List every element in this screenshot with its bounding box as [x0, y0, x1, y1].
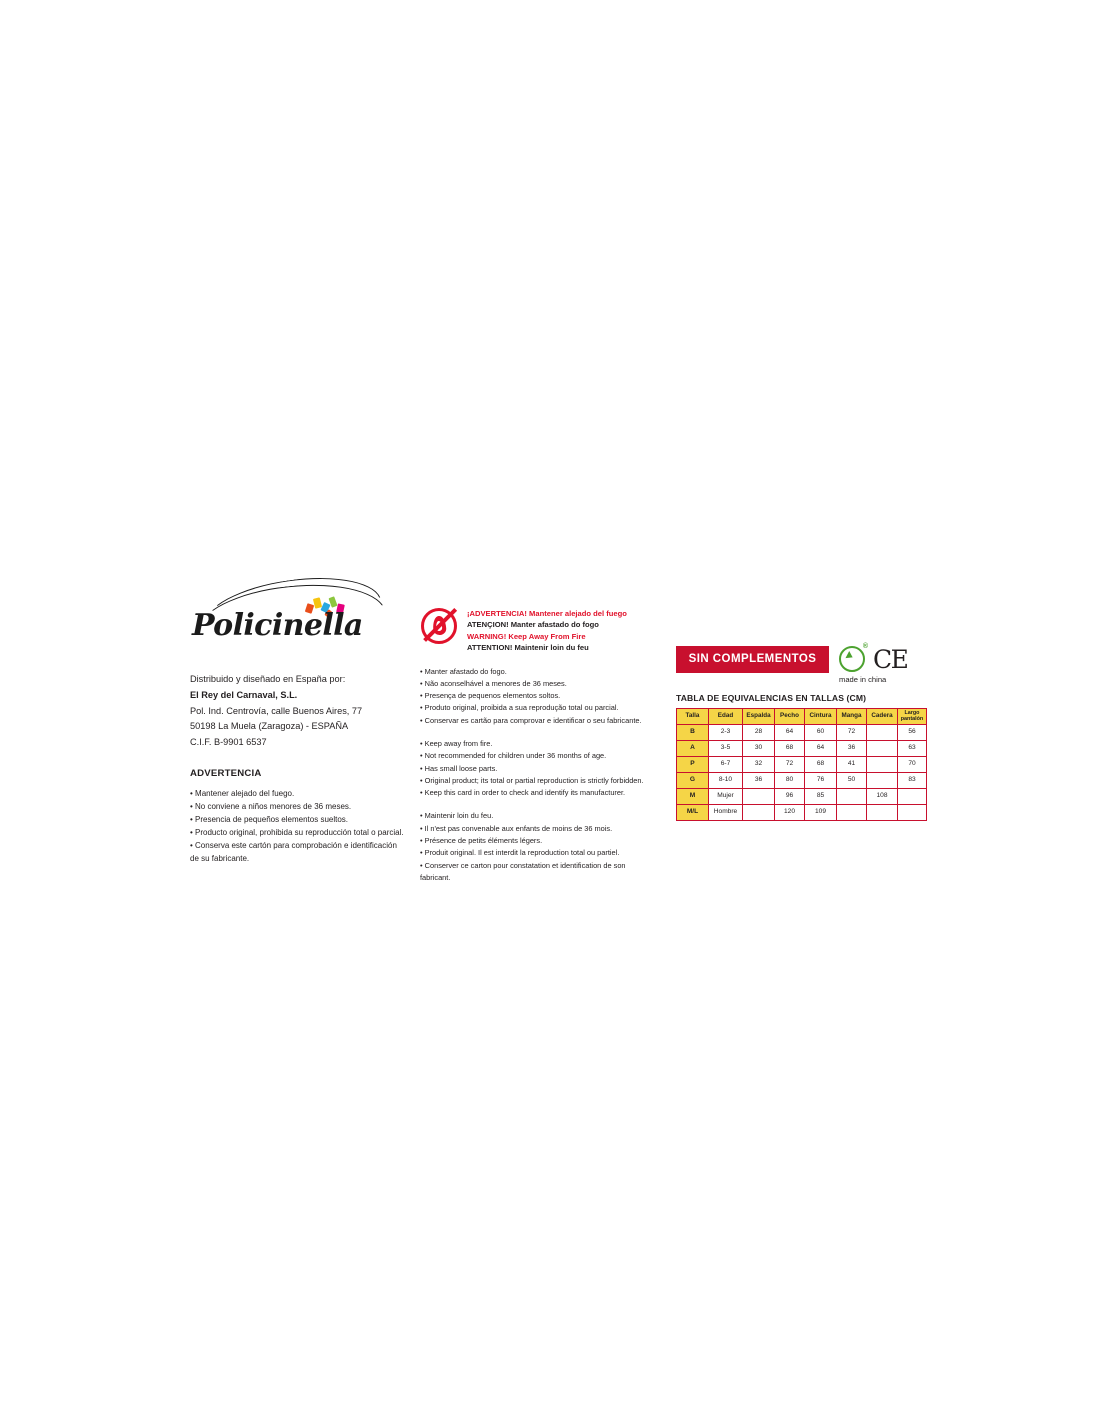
cell-size: A — [677, 741, 709, 757]
col-header: Edad — [709, 709, 743, 725]
cell: 32 — [743, 757, 775, 773]
table-row — [677, 773, 927, 789]
cell: 60 — [805, 725, 837, 741]
bullet: • Présence de petits éléments légers. — [420, 835, 543, 845]
cell — [867, 725, 898, 741]
col-header: Manga — [837, 709, 867, 725]
cell: 6-7 — [709, 757, 743, 773]
bullets-fr — [420, 810, 670, 884]
green-dot-recycle-icon: ® — [839, 645, 867, 673]
warning-line-en: WARNING! Keep Away From Fire — [467, 631, 586, 641]
cell: 41 — [837, 757, 867, 773]
table-row — [677, 805, 927, 821]
cell — [898, 805, 927, 821]
cell: 64 — [775, 725, 805, 741]
cell — [867, 741, 898, 757]
cell — [867, 773, 898, 789]
cell: 108 — [867, 789, 898, 805]
company-name: El Rey del Carnaval, S.L. — [190, 689, 298, 700]
col-header: Largo pantalón — [900, 709, 924, 722]
bullet: de su fabricante. — [190, 853, 250, 863]
bullet: • Keep away from fire. — [420, 738, 493, 748]
bullet: • Keep this card in order to check and identify its manufacturer. — [420, 788, 626, 798]
col-header: Cadera — [867, 709, 898, 725]
bullet: • Conserver ce carton pour constatation et identification de son — [420, 860, 626, 870]
bullet: • Has small loose parts. — [420, 763, 498, 773]
cell: 56 — [898, 725, 927, 741]
table-row — [677, 725, 927, 741]
cell — [867, 805, 898, 821]
cell: 96 — [775, 789, 805, 805]
cell: 8-10 — [709, 773, 743, 789]
cif-number: C.I.F. B-9901 6537 — [190, 737, 267, 748]
bullets-en — [420, 738, 670, 799]
no-fire-icon — [420, 607, 460, 647]
bullet: • Produto original, proibida a sua reprodução total ou parcial. — [420, 703, 619, 713]
left-column — [190, 580, 440, 866]
cell: 36 — [837, 741, 867, 757]
bullet: • Maintenir loin du feu. — [420, 811, 494, 821]
warning-heading: ADVERTENCIA — [190, 768, 262, 780]
cell: 3-5 — [709, 741, 743, 757]
brand-logo — [192, 580, 392, 658]
cell-size: P — [677, 757, 709, 773]
cell — [837, 789, 867, 805]
cell: 72 — [775, 757, 805, 773]
distributor-line: Distribuido y diseñado en España por: — [190, 674, 346, 684]
middle-column — [420, 606, 670, 884]
warning-bullets-es — [190, 788, 440, 866]
size-table-title: TABLA DE EQUIVALENCIAS EN TALLAS (CM) — [676, 693, 867, 703]
bullet: • Manter afastado do fogo. — [420, 666, 507, 676]
bullet: • Não aconselhável a menores de 36 meses. — [420, 678, 567, 688]
bullet: • Il n'est pas convenable aux enfants de moins de 36 mois. — [420, 823, 613, 833]
cell: 109 — [805, 805, 837, 821]
cell — [743, 805, 775, 821]
warning-line-pt: ATENÇION! Manter afastado do fogo — [467, 620, 599, 630]
cell-size: M — [677, 789, 709, 805]
warning-line-fr: ATTENTION! Maintenir loin du feu — [467, 643, 589, 653]
bullet: • Mantener alejado del fuego. — [190, 789, 295, 799]
cell — [898, 789, 927, 805]
made-in-text: made in china — [839, 675, 887, 684]
cell: Hombre — [709, 805, 743, 821]
bullet: • Presencia de pequeños elementos sueltos. — [190, 815, 349, 825]
status-badge: SIN COMPLEMENTOS — [676, 646, 829, 673]
fire-warning-lines — [467, 606, 627, 654]
cell: 30 — [743, 741, 775, 757]
cell: 50 — [837, 773, 867, 789]
bullet: • No conviene a niños menores de 36 meses. — [190, 802, 352, 812]
bullet: fabricant. — [420, 872, 451, 882]
bullet: • Presença de pequenos elementos soltos. — [420, 691, 561, 701]
cell: 120 — [775, 805, 805, 821]
cell — [837, 805, 867, 821]
col-header: Espalda — [743, 709, 775, 725]
right-column — [676, 645, 956, 821]
cell — [867, 757, 898, 773]
badge-row — [676, 643, 956, 684]
bullets-pt — [420, 666, 670, 727]
cell: 63 — [898, 741, 927, 757]
ce-mark-icon: CE — [873, 644, 908, 674]
table-row — [677, 789, 927, 805]
cell: 76 — [805, 773, 837, 789]
fire-warning-header — [420, 606, 670, 654]
table-row — [677, 741, 927, 757]
cell-size: B — [677, 725, 709, 741]
col-header: Pecho — [775, 709, 805, 725]
address-line-2: 50198 La Muela (Zaragoza) - ESPAÑA — [190, 721, 349, 732]
address-line-1: Pol. Ind. Centrovía, calle Buenos Aires, 77 — [190, 705, 363, 716]
table-row — [677, 757, 927, 773]
bullet: • Conserva este cartón para comprobación e identificación — [190, 840, 397, 850]
cell — [743, 789, 775, 805]
cell: 68 — [805, 757, 837, 773]
cell: 72 — [837, 725, 867, 741]
cell: 83 — [898, 773, 927, 789]
bullet: • Not recommended for children under 36 months of age. — [420, 751, 607, 761]
compliance-marks — [839, 643, 908, 684]
bullet: • Conservar es cartão para comprovar e identificar o seu fabricante. — [420, 715, 642, 725]
cell: 80 — [775, 773, 805, 789]
cell-size: M/L — [677, 805, 709, 821]
table-header-row — [677, 709, 927, 725]
cell: 2-3 — [709, 725, 743, 741]
bullet: • Original product; its total or partial reproduction is strictly forbidden. — [420, 775, 644, 785]
cell: 70 — [898, 757, 927, 773]
cell-size: G — [677, 773, 709, 789]
brand-name: Policinella — [192, 608, 363, 643]
cell: 68 — [775, 741, 805, 757]
warning-line-es: ¡ADVERTENCIA! Mantener alejado del fuego — [467, 609, 627, 618]
distributor-address — [190, 672, 440, 751]
cell: Mujer — [709, 789, 743, 805]
cell: 64 — [805, 741, 837, 757]
cell: 36 — [743, 773, 775, 789]
col-header: Talla — [677, 709, 709, 725]
bullet: • Produit original. Il est interdit la reproduction total ou partiel. — [420, 848, 620, 858]
size-table — [676, 708, 927, 821]
cell: 28 — [743, 725, 775, 741]
bullet: • Producto original, prohibida su reproducción total o parcial. — [190, 828, 404, 837]
cell: 85 — [805, 789, 837, 805]
col-header: Cintura — [805, 709, 837, 725]
